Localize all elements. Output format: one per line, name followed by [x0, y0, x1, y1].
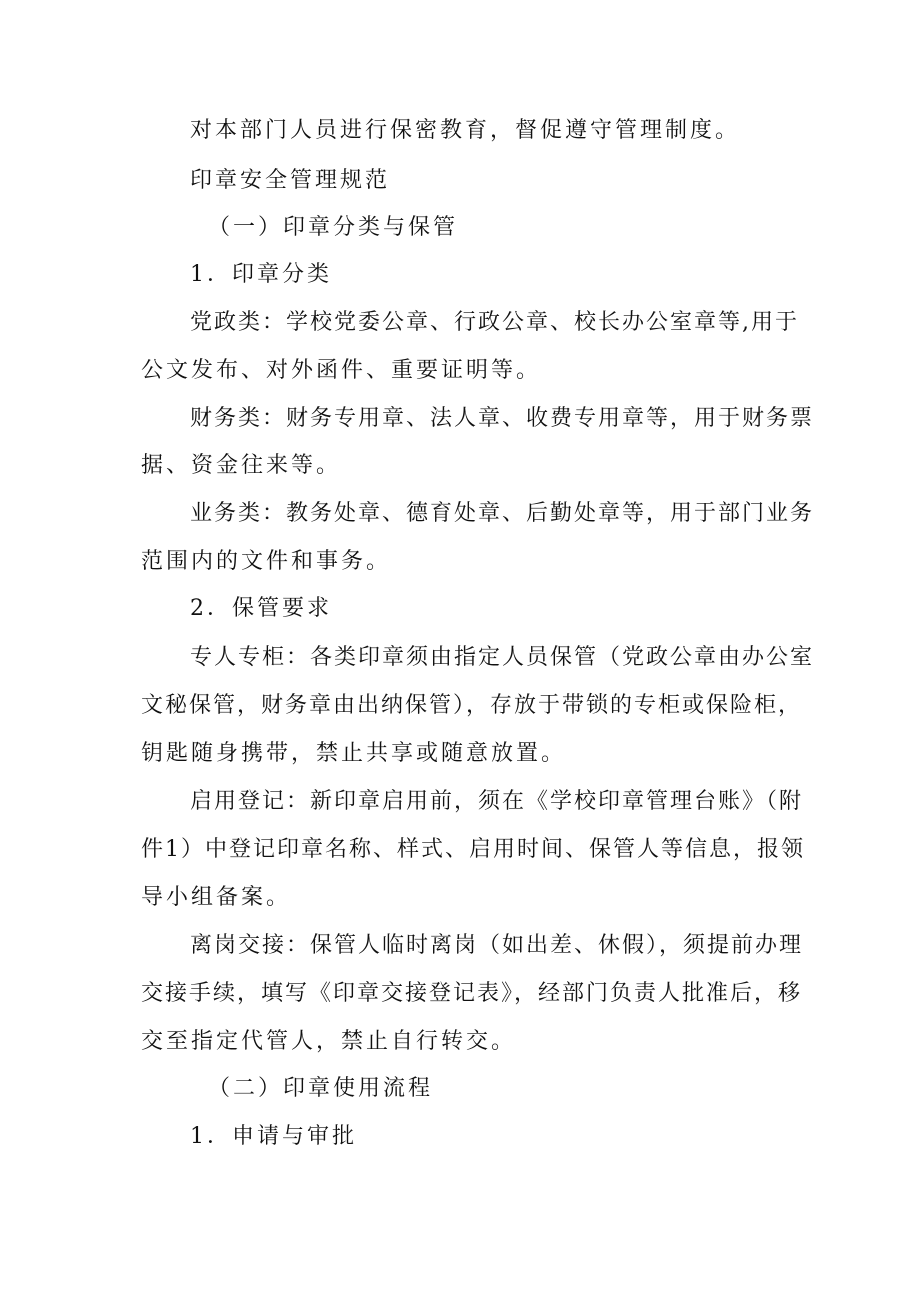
paragraph-line: 公文发布、对外函件、重要证明等。	[141, 358, 542, 383]
subsection-heading: （一）印章分类与保管	[208, 215, 459, 240]
paragraph-line: 范围内的文件和事务。	[141, 549, 392, 574]
item-heading: 1．印章分类	[190, 262, 332, 287]
paragraph-line: 业务类：教务处章、德育处章、后勤处章等，用于部门业务	[190, 501, 815, 526]
paragraph-line: 启用登记：新印章启用前，须在《学校印章管理台账》（附	[190, 789, 804, 814]
paragraph-line: 钥匙随身携带，禁止共享或随意放置。	[141, 741, 567, 766]
paragraph-line: 离岗交接：保管人临时离岗（如出差、休假），须提前办理	[190, 933, 804, 958]
section-heading: 印章安全管理规范	[190, 168, 391, 193]
paragraph-line: 件1）中登记印章名称、样式、启用时间、保管人等信息，报领	[141, 837, 805, 862]
paragraph-line: 财务类：财务专用章、法人章、收费专用章等，用于财务票	[190, 406, 815, 431]
paragraph-line: 导小组备案。	[141, 885, 292, 910]
paragraph-line: 据、资金往来等。	[141, 453, 342, 478]
paragraph-line: 交至指定代管人，禁止自行转交。	[141, 1029, 517, 1054]
paragraph-line: 对本部门人员进行保密教育，督促遵守管理制度。	[190, 118, 741, 143]
paragraph-line: 交接手续，填写《印章交接登记表》，经部门负责人批准后，移	[141, 981, 803, 1006]
paragraph-line: 党政类：学校党委公章、行政公章、校长办公室章等,用于	[190, 310, 799, 335]
paragraph-line: 专人专柜：各类印章须由指定人员保管（党政公章由办公室	[190, 645, 815, 670]
item-heading: 2．保管要求	[190, 596, 332, 621]
item-heading: 1．申请与审批	[190, 1124, 357, 1149]
paragraph-line: 文秘保管，财务章由出纳保管），存放于带锁的专柜或保险柜，	[141, 693, 803, 718]
subsection-heading: （二）印章使用流程	[208, 1076, 434, 1101]
